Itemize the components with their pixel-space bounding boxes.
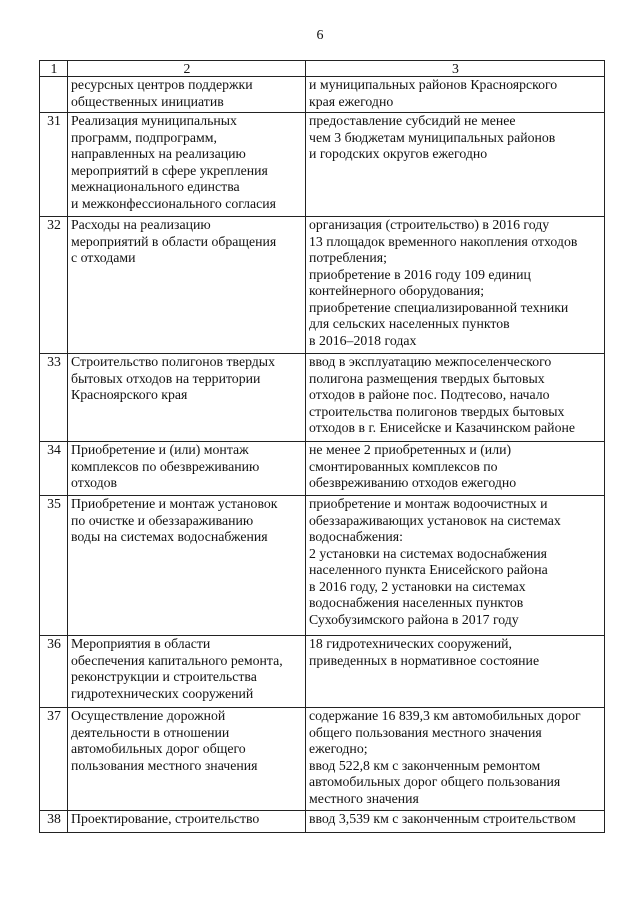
table-row xyxy=(40,496,605,636)
row-description: Приобретение и (или) монтаж комплексов по обезвреживанию отходов xyxy=(68,442,306,496)
row-description: Мероприятия в области обеспечения капитального ремонта, реконструкции и строительства гидротехнических сооружений xyxy=(68,636,306,708)
row-number: 32 xyxy=(40,217,68,354)
row-indicator: ввод 3,539 км с законченным строительством xyxy=(306,811,605,833)
table-row xyxy=(40,442,605,496)
column-header-1: 1 xyxy=(40,61,68,77)
row-indicator: организация (строительство) в 2016 году 13 площадок временного накопления отходов потребления; приобретение в 2016 году 109 единиц контейнерного оборудования; приобретение специализированной техники для сельских населенных пунктов в 2016–2018 годах xyxy=(306,217,605,354)
row-description: Проектирование, строительство xyxy=(68,811,306,833)
row-indicator: 18 гидротехнических сооружений, приведенных в нормативное состояние xyxy=(306,636,605,708)
row-indicator: и муниципальных районов Красноярского края ежегодно xyxy=(306,77,605,113)
row-indicator: не менее 2 приобретенных и (или) смонтированных комплексов по обезвреживанию отходов ежегодно xyxy=(306,442,605,496)
table-header-row xyxy=(40,61,605,77)
page-number: 6 xyxy=(316,28,324,43)
row-number: 31 xyxy=(40,113,68,217)
row-number: 38 xyxy=(40,811,68,833)
row-indicator: содержание 16 839,3 км автомобильных дорог общего пользования местного значения ежегодно; ввод 522,8 км с законченным ремонтом автомобильных дорог общего пользования местного значения xyxy=(306,708,605,811)
table-row xyxy=(40,77,605,113)
row-number xyxy=(40,77,68,113)
measures-table xyxy=(39,60,605,833)
row-indicator: ввод в эксплуатацию межпоселенческого полигона размещения твердых бытовых отходов в районе пос. Подтесово, начало строительства полигонов твердых бытовых отходов в г. Енисейске и Казачинском районе xyxy=(306,354,605,442)
row-number: 37 xyxy=(40,708,68,811)
column-header-3: 3 xyxy=(306,61,605,77)
row-description: Осуществление дорожной деятельности в отношении автомобильных дорог общего пользования местного значения xyxy=(68,708,306,811)
table-row xyxy=(40,217,605,354)
row-number: 36 xyxy=(40,636,68,708)
table-row xyxy=(40,636,605,708)
table-row xyxy=(40,354,605,442)
table-row xyxy=(40,708,605,811)
column-header-2: 2 xyxy=(68,61,306,77)
row-indicator: приобретение и монтаж водоочистных и обеззараживающих установок на системах водоснабжения: 2 установки на системах водоснабжения населенного пункта Енисейского района в 2016 году, 2 установки на системах водоснабжения населенных пунктов Сухобузимского района в 2017 году xyxy=(306,496,605,636)
row-number: 34 xyxy=(40,442,68,496)
row-description: Расходы на реализацию мероприятий в области обращения с отходами xyxy=(68,217,306,354)
row-number: 35 xyxy=(40,496,68,636)
row-description: ресурсных центров поддержки общественных инициатив xyxy=(68,77,306,113)
row-indicator: предоставление субсидий не менее чем 3 бюджетам муниципальных районов и городских округов ежегодно xyxy=(306,113,605,217)
row-description: Приобретение и монтаж установок по очистке и обеззараживанию воды на системах водоснабжения xyxy=(68,496,306,636)
table-row xyxy=(40,811,605,833)
row-number: 33 xyxy=(40,354,68,442)
row-description: Строительство полигонов твердых бытовых отходов на территории Красноярского края xyxy=(68,354,306,442)
table-row xyxy=(40,113,605,217)
row-description: Реализация муниципальных программ, подпрограмм, направленных на реализацию мероприятий в сфере укрепления межнационального единства и межконфессионального согласия xyxy=(68,113,306,217)
